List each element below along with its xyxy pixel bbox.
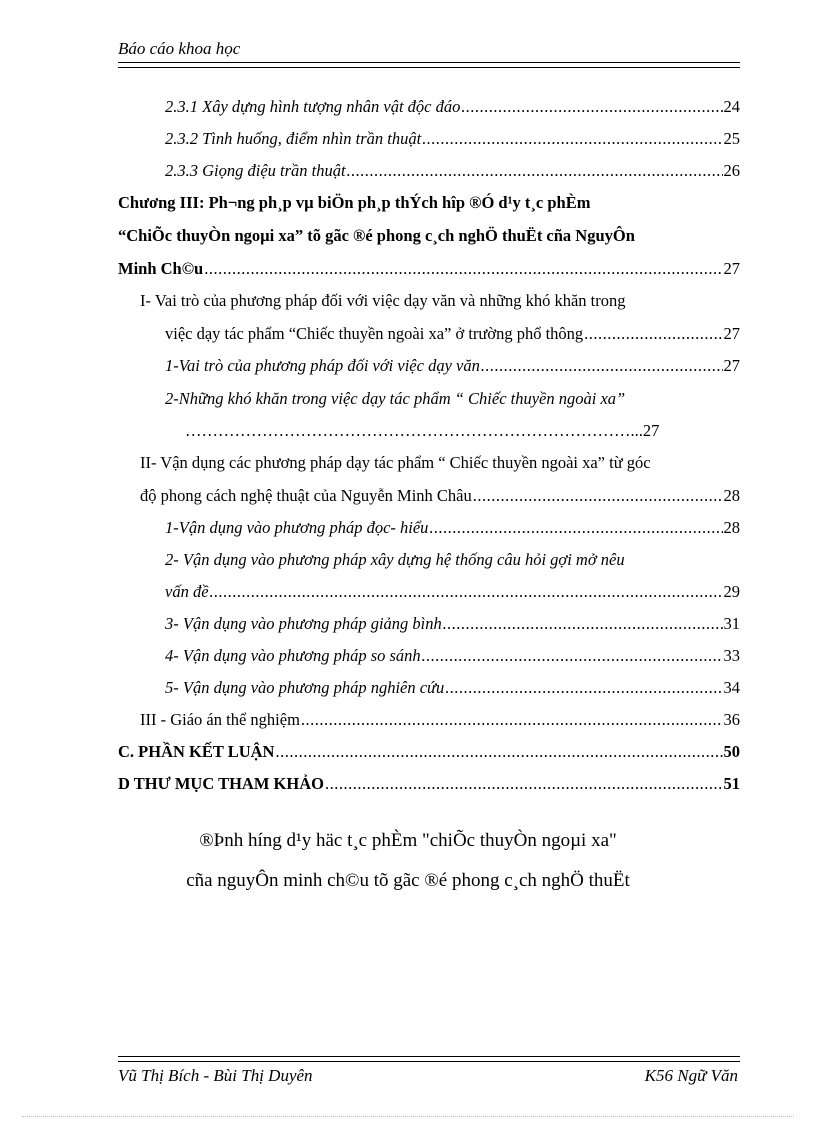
toc-entry-label: 5- Vận dụng vào phương pháp nghiên cứu	[165, 678, 445, 697]
toc-entry-label: 2.3.3 Giọng điệu trần thuật	[165, 161, 346, 180]
toc-page-number: 31	[723, 614, 740, 633]
toc-entry-2-3-1[interactable]	[165, 97, 740, 117]
toc-section-2-2-line-1: 2- Vận dụng vào phương pháp xây dựng hệ thống câu hỏi gợi mở nêu	[165, 550, 625, 569]
toc-leader-dots	[422, 646, 723, 666]
toc-page-number: 24	[723, 97, 740, 116]
toc-leader-dots	[445, 678, 722, 698]
toc-page-number: 25	[723, 129, 740, 148]
toc-page-number: 29	[723, 582, 740, 601]
toc-entry-part-d[interactable]	[118, 774, 740, 794]
toc-chapter-3-line-3: Minh Ch©u	[118, 259, 204, 278]
toc-leader-dots	[422, 129, 722, 149]
toc-section-1-2-line-2	[185, 421, 659, 441]
toc-page-number: 27	[723, 259, 740, 278]
toc-section-1-2-line-1: 2-Những khó khăn trong việc dạy tác phẩm “ Chiếc thuyền ngoài xa”	[165, 389, 626, 408]
toc-leader-dots	[275, 742, 722, 762]
toc-page-number: 28	[723, 518, 740, 537]
thesis-title-line-1: ®Þnh híng d¹y häc t¸c phÈm "chiÕc thuyÒn ngoµi xa"	[199, 830, 617, 851]
toc-section-2-line-1: II- Vận dụng các phương pháp dạy tác phẩm “ Chiếc thuyền ngoài xa” từ góc	[140, 453, 651, 472]
toc-chapter-3-line-2: “ChiÕc thuyÒn ngoµi xa” tõ gãc ®é phong c¸ch nghÖ thuËt cña NguyÔn	[118, 226, 635, 245]
toc-entry-label: 3- Vận dụng vào phương pháp giảng bình	[165, 614, 442, 633]
toc-leader-dots: ……………………………………………………………………….	[185, 421, 635, 440]
toc-section-2-2-line-2: vấn đề	[165, 582, 209, 601]
toc-entry-label: 4- Vận dụng vào phương pháp so sánh	[165, 646, 421, 665]
toc-entry-part-c[interactable]	[118, 742, 740, 762]
page-bottom-border	[22, 1116, 794, 1118]
toc-leader-dots	[481, 356, 723, 376]
toc-entry-label: D THƯ MỤC THAM KHẢO	[118, 774, 324, 793]
toc-page-number: 27	[723, 324, 740, 343]
toc-page-number: 50	[723, 742, 740, 761]
toc-section-2-line-2: độ phong cách nghệ thuật của Nguyễn Minh Châu	[140, 486, 472, 505]
toc-entry-label: III - Giáo án thể nghiệm	[140, 710, 300, 729]
toc-leader-dots	[443, 614, 723, 634]
toc-section-1-line-2: việc dạy tác phẩm “Chiếc thuyền ngoài xa” ở trường phổ thông	[165, 324, 584, 343]
toc-leader-dots	[325, 774, 723, 794]
toc-leader-dots	[429, 518, 722, 538]
toc-entry-label: 1-Vận dụng vào phương pháp đọc- hiểu	[165, 518, 429, 537]
footer-class: K56 Ngữ Văn	[644, 1066, 738, 1085]
toc-page-number: 27	[723, 356, 740, 375]
toc-entry-2-3-3[interactable]	[165, 161, 740, 181]
toc-entry-section-3[interactable]	[140, 710, 740, 730]
header-title: Báo cáo khoa học	[118, 39, 241, 58]
toc-page-number: 28	[723, 486, 740, 505]
toc-entry-section-2-5[interactable]	[165, 678, 740, 698]
toc-leader-dots	[584, 324, 722, 344]
toc-entry-section-1-1[interactable]	[165, 356, 740, 376]
toc-leader-dots	[461, 97, 722, 117]
toc-entry-label: 2.3.2 Tình huống, điểm nhìn trần thuật	[165, 129, 422, 148]
toc-leader-dots	[347, 161, 723, 181]
toc-leader-dots	[473, 486, 723, 506]
toc-entry-label: 1-Vai trò của phương pháp đối với việc dạy văn	[165, 356, 480, 375]
toc-entry-section-2-1[interactable]	[165, 518, 740, 538]
toc-page-number: 36	[723, 710, 740, 729]
toc-page-number: 51	[723, 774, 740, 793]
toc-leader-dots	[204, 259, 722, 279]
footer-authors: Vũ Thị Bích - Bùi Thị Duyên	[118, 1066, 313, 1085]
toc-leader-dots	[301, 710, 723, 730]
toc-page-number: 33	[723, 646, 740, 665]
toc-page-number: 26	[723, 161, 740, 180]
toc-page-number: 34	[723, 678, 740, 697]
toc-entry-label: C. PHẦN KẾT LUẬN	[118, 742, 275, 761]
thesis-title-line-2: cña nguyÔn minh ch©u tõ gãc ®é phong c¸ch nghÖ thuËt	[186, 870, 630, 891]
toc-leader-dots	[210, 582, 723, 602]
toc-entry-section-2-3[interactable]	[165, 614, 740, 634]
toc-section-1-line-1: I- Vai trò của phương pháp đối với việc dạy văn và những khó khăn trong	[140, 291, 626, 310]
toc-entry-section-2-4[interactable]	[165, 646, 740, 666]
toc-chapter-3-line-1: Chương III: Ph¬ng ph¸p vµ biÖn ph¸p thÝch hîp ®Ó d¹y t¸c phÈm	[118, 193, 591, 212]
toc-page-number: ..27	[634, 421, 660, 440]
toc-entry-label: 2.3.1 Xây dựng hình tượng nhân vật độc đáo	[165, 97, 461, 116]
toc-entry-2-3-2[interactable]	[165, 129, 740, 149]
footer-rule	[118, 1056, 740, 1062]
header-rule	[118, 62, 740, 68]
